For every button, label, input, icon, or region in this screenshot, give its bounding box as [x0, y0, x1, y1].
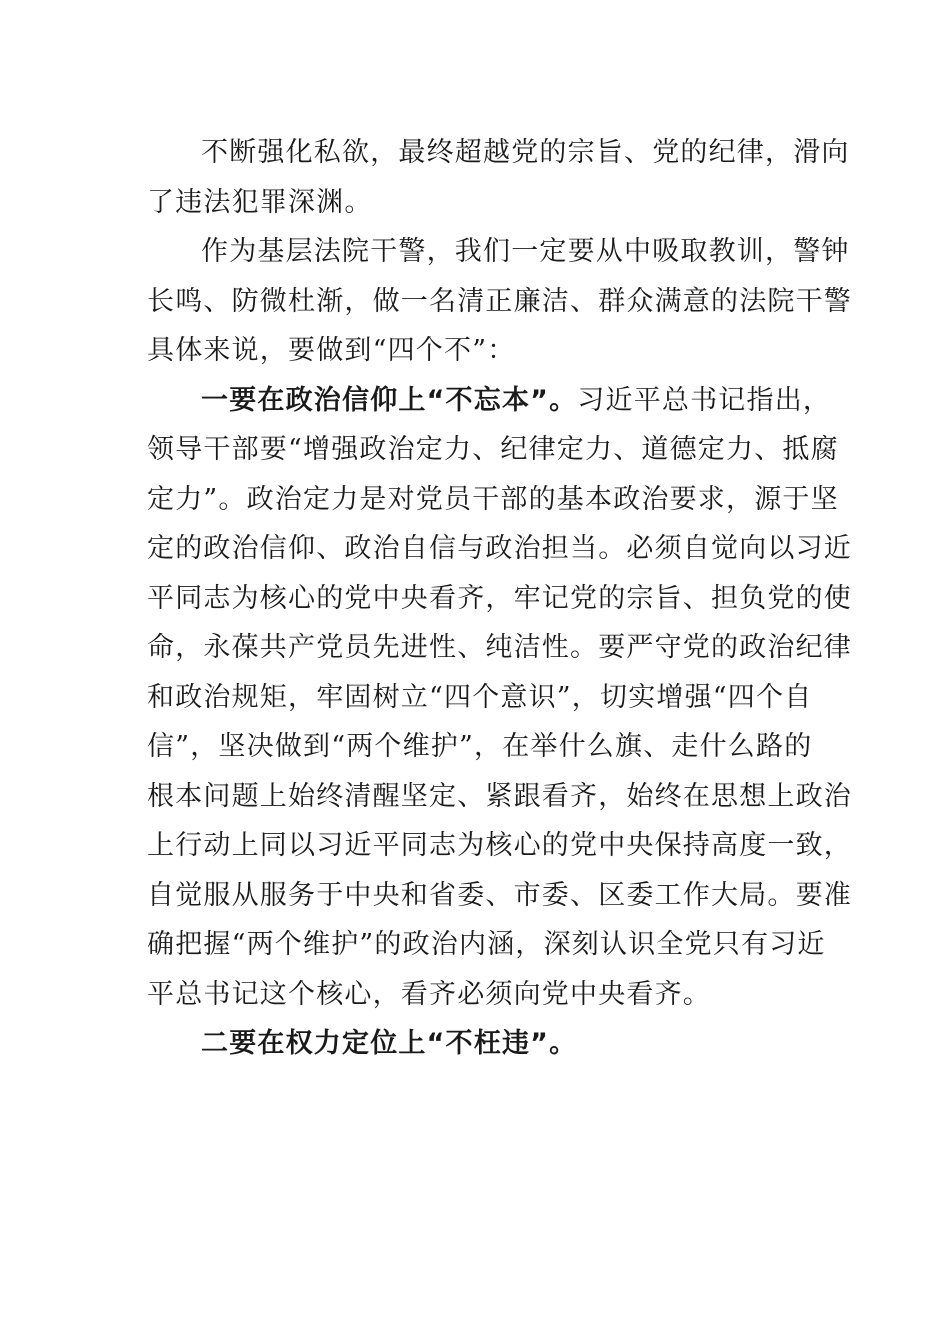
- paragraph-4: [147, 1019, 807, 1069]
- paragraph-lead-heading: 一要在政治信仰上“不忘本”。: [201, 384, 578, 416]
- text-line: 平同志为核心的党中央看齐，牢记党的宗旨、担负党的使: [147, 582, 852, 614]
- text-line: 确把握“两个维护”的政治内涵，深刻认识全党只有习近: [147, 929, 826, 960]
- paragraph-3: [147, 376, 852, 1020]
- text-line: 信”，坚决做到“两个维护”，在举什么旗、走什么路的: [147, 731, 813, 762]
- paragraph-1: [147, 128, 850, 227]
- text-line: 根本问题上始终清醒坚定、紧跟看齐，始终在思想上政治: [147, 780, 852, 812]
- text-line: 长鸣、防微杜渐，做一名清正廉洁、群众满意的法院干警: [147, 285, 852, 317]
- text-line: [147, 1019, 807, 1069]
- text-line: 自觉服从服务于中央和省委、市委、区委工作大局。要准: [147, 879, 852, 911]
- text-line: 作为基层法院干警，我们一定要从中吸取教训，警钟: [201, 236, 850, 267]
- text-line: [147, 376, 832, 426]
- text-line: 和政治规矩，牢固树立“四个意识”，切实增强“四个自: [147, 681, 813, 713]
- text-line: 具体来说，要做到“四个不”：: [147, 335, 516, 366]
- text-line: 命，永葆共产党员先进性、纯洁性。要严守党的政治纪律: [147, 632, 852, 663]
- paragraph-2: [147, 227, 852, 376]
- text-line: 平总书记这个核心，看齐必须向党中央看齐。: [147, 978, 711, 1010]
- text-line: 定力”。政治定力是对党员干部的基本政治要求，源于坚: [147, 483, 839, 515]
- text-line: 不断强化私欲，最终超越党的宗旨、党的纪律，滑向: [201, 137, 850, 168]
- text-line: 上行动上同以习近平同志为核心的党中央保持高度一致，: [147, 830, 852, 861]
- document-body: [147, 128, 852, 1069]
- paragraph-lead-heading: 二要在权力定位上“不枉违”。: [201, 1028, 578, 1059]
- text-line: 定的政治信仰、政治自信与政治担当。必须自觉向以习近: [147, 533, 852, 564]
- text-line: 了违法犯罪深渊。: [147, 186, 373, 218]
- text-line: 领导干部要“增强政治定力、纪律定力、道德定力、抵腐: [147, 434, 839, 465]
- text-segment: 习近平总书记指出，: [577, 384, 832, 416]
